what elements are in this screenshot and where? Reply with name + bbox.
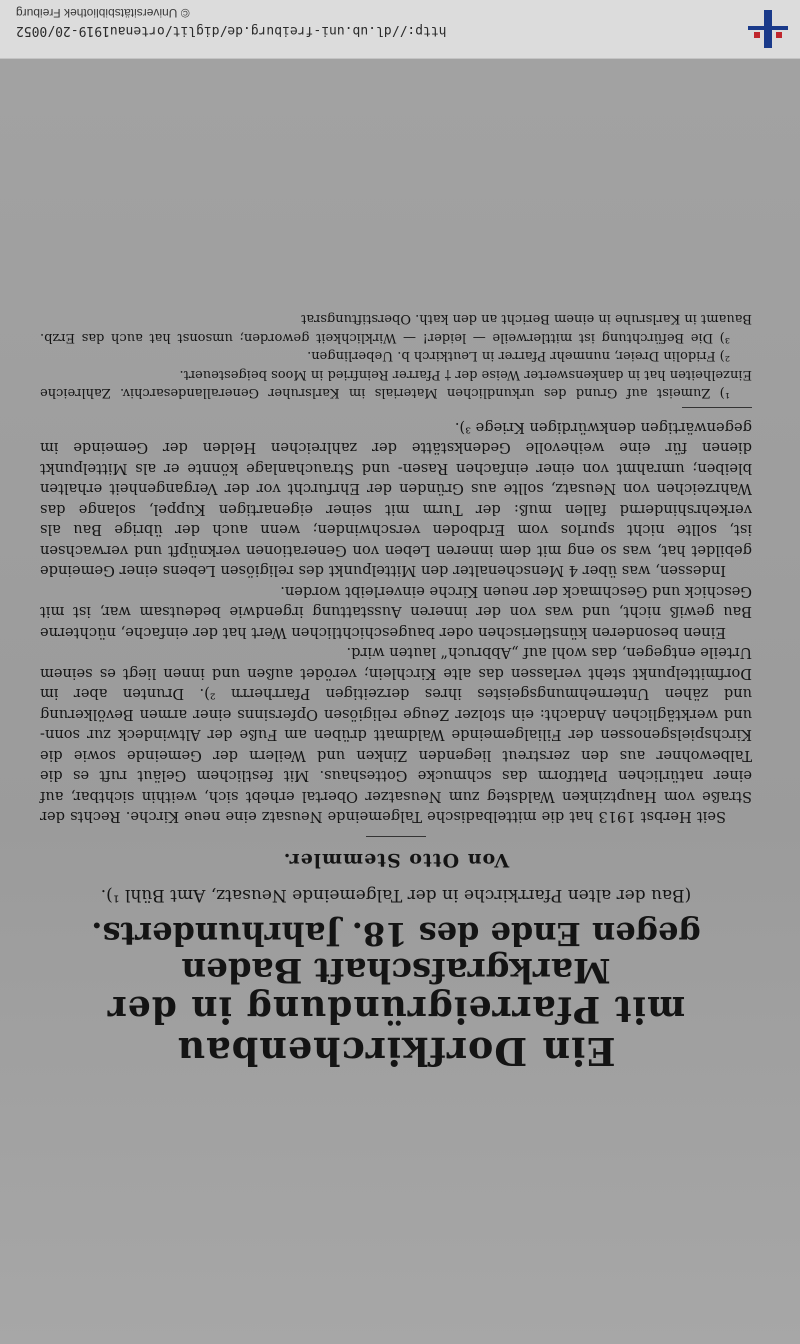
permalink-url[interactable]: http://dl.ub.uni-freiburg.de/diglit/ortenau1919-20/0052 — [16, 23, 447, 38]
title-separator — [366, 836, 426, 837]
footnote-separator — [682, 407, 752, 408]
article — [40, 309, 752, 1072]
title-line-1: Ein Dorfkirchenbau — [176, 1029, 616, 1074]
paragraph-3: Indessen, was über 4 Menschenalter den Mittelpunkt des religiösen Lebens einer Gemeinde gebildet hat, was so eng mit dem inneren Leben von Generationen verknüpft und verwachsen ist, sollte nicht spurlos vom Erdboden verschwinden; wenn auch der übrige Bau als verkehrshindernd fallen muß: der Turm mit seiner eigenartigen Kuppel, solange das Wahrzeichen von Neusatz, sollte aus Gründen der Ehrfurcht vor der Vergangenheit erhalten bleiben; umrahmt von einer einfachen Rasen- und Strauchanlage könnte er als Mittelpunkt dienen für eine weihevolle Gedenkstätte der zahlreichen Helden der Gemeinde im gegenwärtigen denkwürdigen Kriege ³). — [40, 418, 752, 580]
title-line-4: gegen Ende des 18. Jahrhunderts. — [91, 915, 701, 954]
article-author: Von Otto Stemmler. — [282, 849, 510, 872]
library-banner — [0, 0, 800, 59]
copyright-notice: © Universitätsbibliothek Freiburg — [16, 6, 190, 20]
paragraph-1: Seit Herbst 1913 hat die mittelbadische Talgemeinde Neusatz eine neue Kirche. Rechts der Straße vom Hauptzinken Waldsteg zum Neusatzer Obertal erhebt sich, weithin sichtbar, auf einer natürlichen Plattform das schmucke Gotteshaus. Mit festlichem Geläut ruft es die Talbewohner aus den zerstreut liegenden Zinken und Weilern der Gemeinde sowie die Kirchspielsgenossen der Filialgemeinde Waldmatt drüben am Fuße der Altwindeck zur sonn- und werktäglichen Andacht: ein stolzer Zeuge religiösen Opfersinns einer armen Bevölkerung und zähen Unternehmungsgeistes ihres derzeitigen Pfarrherrn ²). Drunten aber im Dorfmittelpunkt steht verlassen das alte Kirchlein; verödet außen und innen liegt es seinem Urteile entgegen, das wohl auf „Abbruch“ lauten wird. — [40, 644, 752, 826]
footnote-2: ²) Fridolin Dreier, nunmehr Pfarrer in Leutkirch b. Ueberlingen. — [307, 348, 730, 364]
footnote-3: ³) Die Befürchtung ist mittlerweile — leider! — Wirklichkeit geworden; umsonst hat auch das Erzb. Bauamt in Karlsruhe in einem Bericht an den kath. Oberstiftungsrat — [40, 311, 752, 345]
paragraph-2: Einen besonderen künstlerischen oder baugeschichtlichen Wert hat der einfache, nüchterne Bau gewiß nicht, und was von der inneren Ausstattung irgendwie bedeutsam war, ist mit Geschick und Geschmack der neuen Kirche einverleibt worden. — [40, 582, 752, 641]
article-title — [40, 915, 752, 1072]
footnotes — [40, 309, 752, 402]
scanned-page — [0, 58, 800, 1344]
article-body — [40, 416, 752, 826]
footnote-1: ¹) Zumeist auf Grund des urkundlichen Materials im Karlsruher Generallandesarchiv. Zahlreiche Einzelheiten hat in dankenswerter Weise der † Pfarrer Reinfried in Moos beigesteuert. — [40, 366, 752, 401]
article-subtitle: (Bau der alten Pfarrkirche in der Talgemeinde Neusatz, Amt Bühl ¹). — [100, 885, 692, 906]
title-line-3: Markgrafschaft Baden — [181, 950, 611, 991]
title-line-2: mit Pfarreigründung in der — [106, 988, 686, 1031]
library-logo-icon — [746, 6, 790, 52]
